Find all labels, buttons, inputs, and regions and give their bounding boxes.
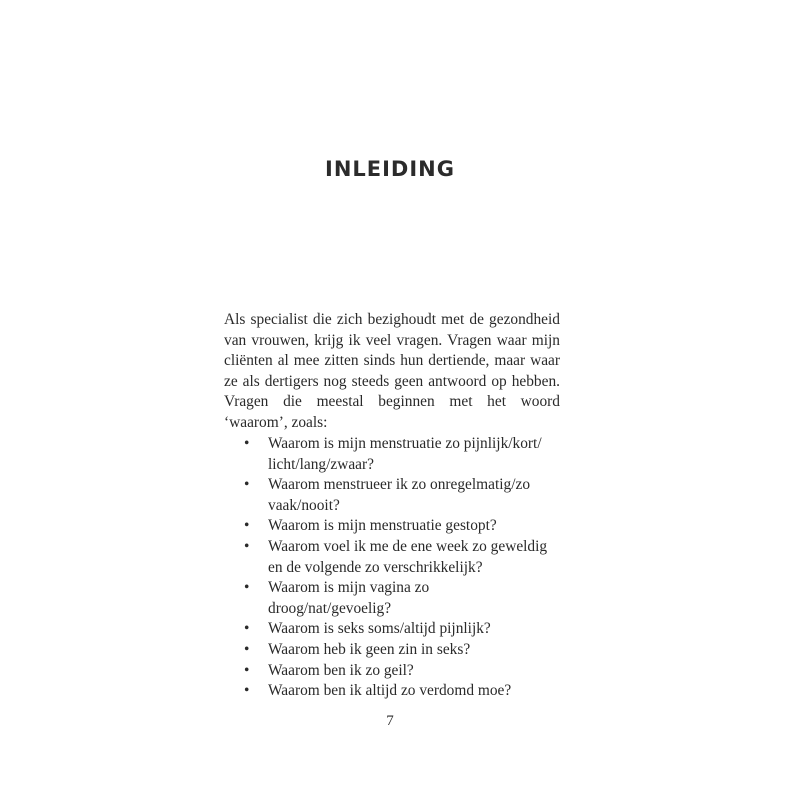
chapter-title: INLEIDING: [325, 157, 455, 181]
bullet-icon: •: [244, 682, 250, 700]
intro-paragraph: Als specialist die zich bezighoudt met de gezondheid van vrouwen, krijg ik veel vragen. Vragen waar mijn cliënten al mee zitten sinds hun dertiende, maar waar ze als dertigers nog steeds geen antwoord op hebben. Vragen die meestal beginnen met het woord ‘waarom’, zoals:: [224, 311, 560, 431]
question-text: Waarom is mijn menstruatie gestopt?: [268, 517, 497, 535]
bullet-icon: •: [244, 537, 250, 555]
list-item: [244, 661, 554, 682]
bullet-icon: •: [244, 435, 250, 452]
bullet-icon: •: [244, 661, 250, 679]
question-text: Waarom is mijn menstruatie zo pijnlijk/kort/ licht/lang/zwaar?: [268, 435, 542, 473]
list-item: [244, 681, 554, 702]
bullet-icon: •: [244, 476, 250, 494]
question-text: Waarom ben ik zo geil?: [268, 661, 414, 679]
bullet-icon: •: [244, 517, 250, 535]
list-item: [244, 619, 554, 640]
question-text: Waarom menstrueer ik zo onregelmatig/zo vaak/nooit?: [268, 476, 531, 514]
list-item: [244, 640, 554, 661]
question-text: Waarom is mijn vagina zo droog/nat/gevoelig?: [268, 579, 430, 617]
list-item: [244, 434, 554, 475]
list-item: [244, 475, 554, 516]
question-text: Waarom is seks soms/altijd pijnlijk?: [268, 620, 491, 638]
bullet-icon: •: [244, 640, 250, 658]
page-number: 7: [386, 713, 394, 729]
question-text: Waarom voel ik me de ene week zo geweldig en de volgende zo verschrikkelijk?: [268, 537, 548, 576]
question-text: Waarom heb ik geen zin in seks?: [268, 640, 471, 658]
list-item: [244, 537, 554, 578]
bullet-icon: •: [244, 579, 250, 597]
bullet-icon: •: [244, 620, 250, 638]
question-list: [244, 434, 554, 702]
list-item: [244, 516, 554, 537]
list-item: [244, 578, 554, 619]
question-text: Waarom ben ik altijd zo verdomd moe?: [268, 682, 512, 700]
